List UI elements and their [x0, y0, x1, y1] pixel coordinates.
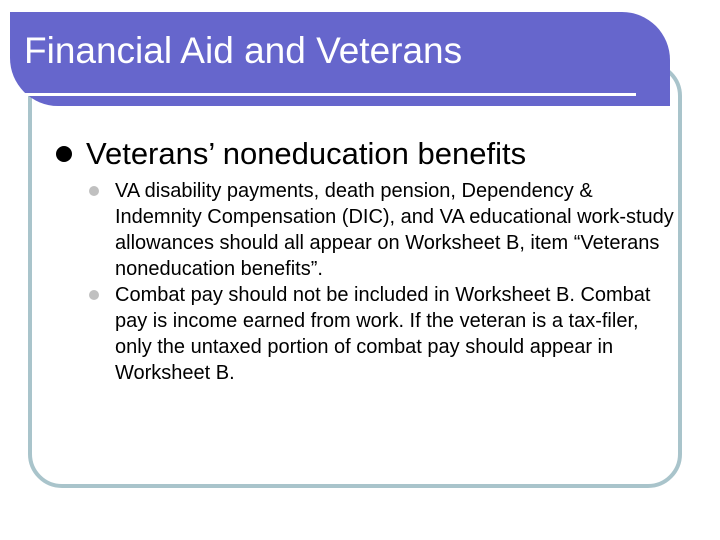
slide-title: Financial Aid and Veterans	[24, 30, 463, 71]
sub-bullet-icon	[89, 186, 99, 196]
sub-bullet-text: Combat pay should not be included in Worksheet B. Combat pay is income earned from work. If the veteran is a tax-filer, only the untaxed portion of combat pay should appear in Worksheet B.	[115, 284, 651, 384]
bullet-icon	[56, 146, 72, 162]
sub-bullet-list	[86, 178, 676, 386]
sub-bullet-item	[86, 282, 676, 386]
bullet-item-main	[56, 136, 526, 172]
sub-bullet-icon	[89, 290, 99, 300]
sub-bullet-text: VA disability payments, death pension, Dependency & Indemnity Compensation (DIC), and VA educational work-study allowances should all appear on Worksheet B, item “Veterans noneducation benefits”.	[115, 180, 674, 280]
sub-bullet-item	[86, 178, 676, 282]
title-underline	[22, 93, 636, 96]
bullet-text: Veterans’ noneducation benefits	[86, 136, 527, 171]
